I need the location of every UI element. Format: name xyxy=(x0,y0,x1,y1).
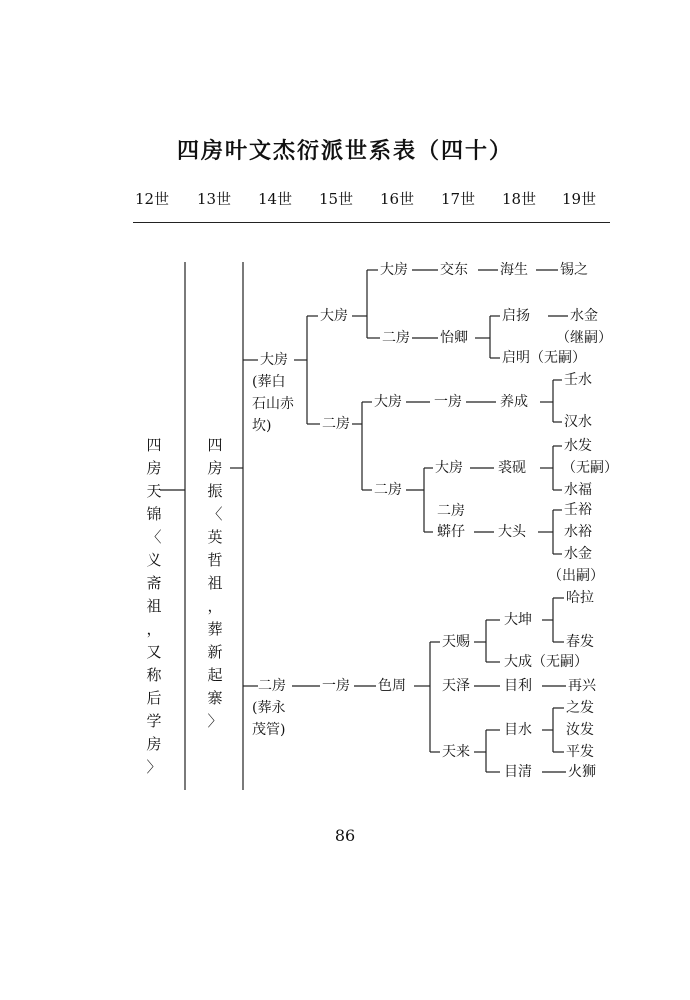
gen16-d: 二房 xyxy=(374,482,402,498)
gen17-d: 大房 xyxy=(435,460,463,476)
gen12-ancestor: 四 房 天 锦 〈 义 斋 祖 ， 又 称 后 学 房 〉 xyxy=(146,436,162,776)
gen18-h: 大成（无嗣） xyxy=(504,654,588,670)
gen17-g: 天泽 xyxy=(442,678,470,694)
gen19-l: 再兴 xyxy=(568,678,596,694)
gen-19: 19世 xyxy=(562,190,597,208)
gen19-n: 汝发 xyxy=(566,722,594,738)
gen17-h: 天来 xyxy=(442,744,470,760)
gen17-a: 交东 xyxy=(440,262,468,278)
gen14-branch-2: 二房 xyxy=(258,678,286,694)
gen19-b-note: （继嗣） xyxy=(556,330,612,346)
gen18-i: 目利 xyxy=(504,678,532,694)
gen19-a: 锡之 xyxy=(560,262,588,278)
gen17-b: 怡卿 xyxy=(440,330,468,346)
gen18-k: 目清 xyxy=(504,764,532,780)
gen-12: 12世 xyxy=(135,190,170,208)
gen19-i-note: （出嗣） xyxy=(548,568,604,584)
gen18-c: 启明（无嗣） xyxy=(502,350,586,366)
gen15-b: 二房 xyxy=(322,416,350,432)
gen14-branch-2-note-1: (葬永 xyxy=(252,700,286,716)
gen19-e-note: （无嗣） xyxy=(562,460,618,476)
gen15-c: 一房 xyxy=(322,678,350,694)
gen19-c: 壬水 xyxy=(564,372,592,388)
gen18-f: 大头 xyxy=(498,524,526,540)
gen18-j: 目水 xyxy=(504,722,532,738)
gen-17: 17世 xyxy=(441,190,476,208)
gen19-j: 哈拉 xyxy=(566,590,594,606)
gen19-b: 水金 xyxy=(570,308,598,324)
gen18-e: 裘砚 xyxy=(498,460,526,476)
page-title: 四房叶文杰衍派世系表（四十） xyxy=(176,139,513,164)
gen13-ancestor: 四 房 振 〈 英 哲 祖 ， 葬 新 起 寨 〉 xyxy=(207,436,223,730)
gen-15: 15世 xyxy=(319,190,354,208)
gen14-branch-1-note-3: 坎) xyxy=(252,418,272,434)
gen19-k: 春发 xyxy=(566,634,594,650)
gen17-c: 一房 xyxy=(434,394,462,410)
gen16-a: 大房 xyxy=(380,262,408,278)
gen19-f: 水福 xyxy=(564,482,592,498)
gen19-e: 水发 xyxy=(564,438,592,454)
gen-18: 18世 xyxy=(502,190,537,208)
gen17-e-2: 蟒仔 xyxy=(437,524,465,540)
gen19-o: 平发 xyxy=(566,744,594,760)
gen19-d: 汉水 xyxy=(564,414,592,430)
gen17-f: 天赐 xyxy=(442,634,470,650)
gen14-branch-2-note-2: 茂管) xyxy=(252,722,286,738)
gen18-g: 大坤 xyxy=(504,612,532,628)
gen18-a: 海生 xyxy=(500,262,528,278)
gen15-a: 大房 xyxy=(320,308,348,324)
gen-13: 13世 xyxy=(197,190,232,208)
gen-14: 14世 xyxy=(258,190,293,208)
gen19-h: 水裕 xyxy=(564,524,592,540)
gen18-b: 启扬 xyxy=(502,308,530,324)
gen16-e: 色周 xyxy=(378,678,406,694)
gen19-i: 水金 xyxy=(564,546,592,562)
gen-16: 16世 xyxy=(380,190,415,208)
gen14-branch-1: 大房 xyxy=(260,352,288,368)
gen14-branch-1-note-2: 石山赤 xyxy=(252,396,294,412)
gen19-p: 火狮 xyxy=(568,764,596,780)
gen18-d: 养成 xyxy=(500,394,528,410)
gen19-g: 壬裕 xyxy=(564,502,592,518)
gen14-branch-1-note-1: (葬白 xyxy=(252,374,286,390)
gen17-e-1: 二房 xyxy=(437,503,465,519)
page-number: 86 xyxy=(334,826,356,845)
gen16-c: 大房 xyxy=(374,394,402,410)
gen16-b: 二房 xyxy=(382,330,410,346)
gen19-m: 之发 xyxy=(566,700,594,716)
